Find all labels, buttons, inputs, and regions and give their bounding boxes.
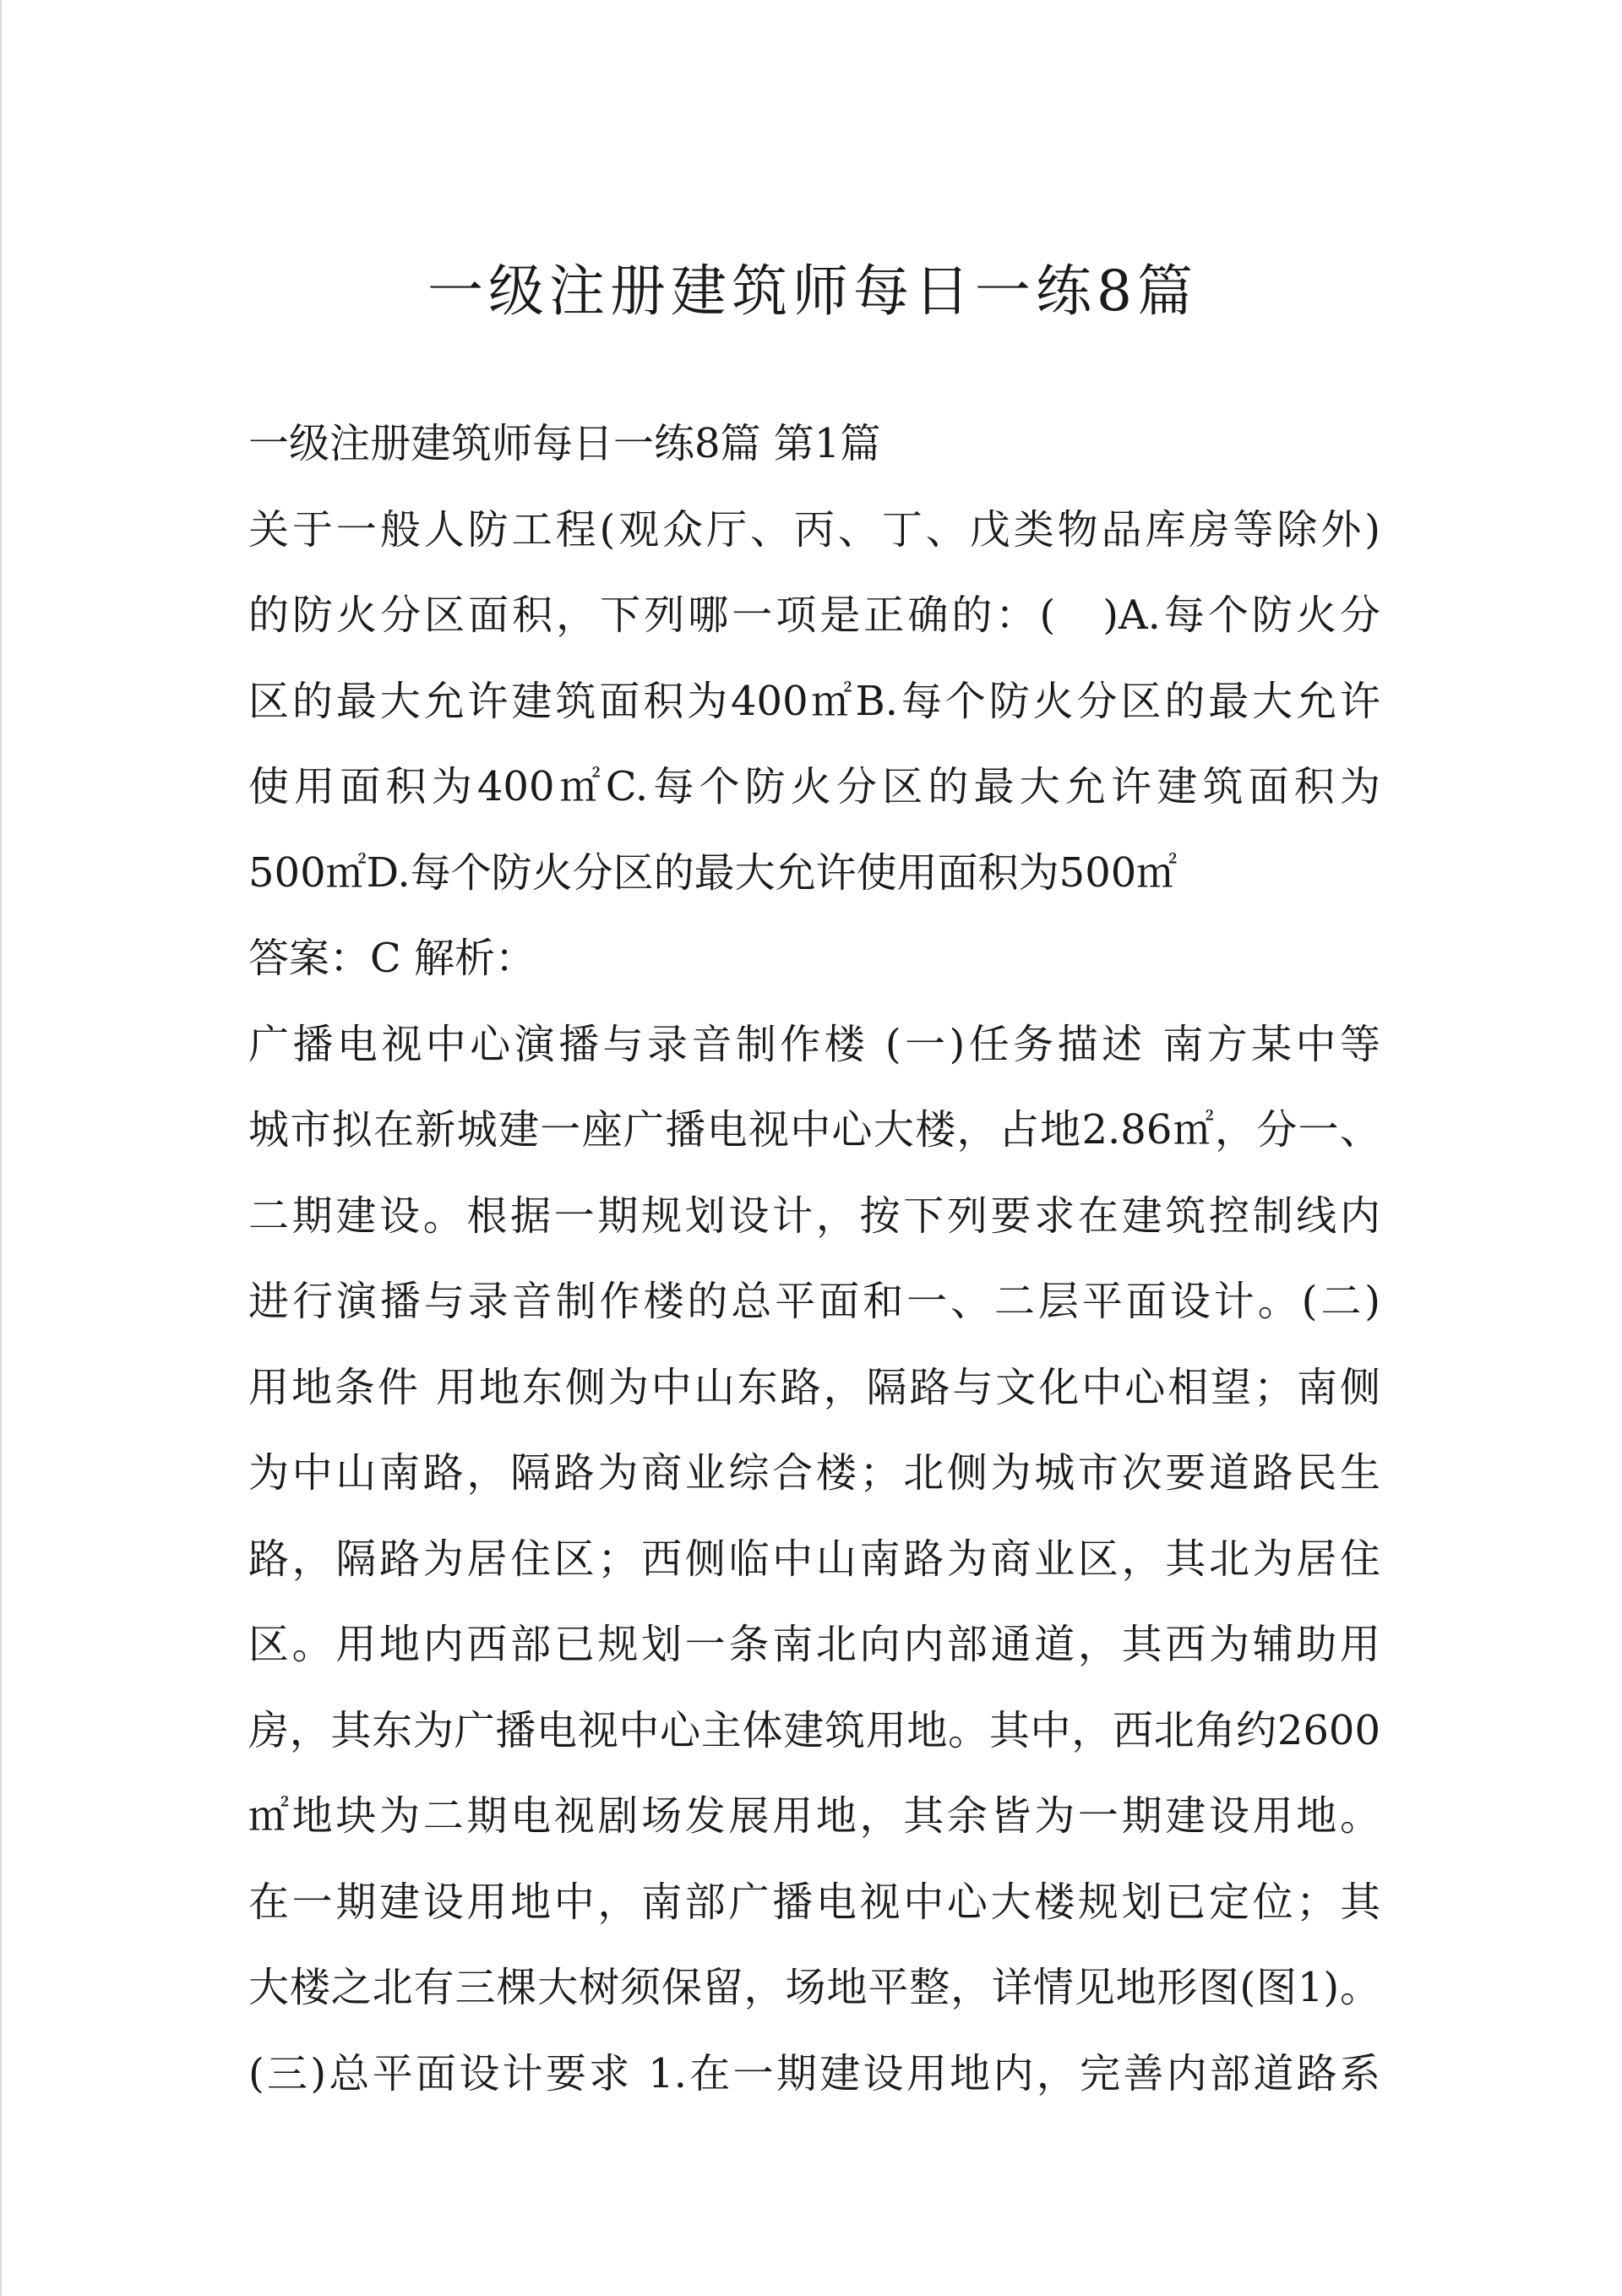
section-heading: 一级注册建筑师每日一练8篇 第1篇 (248, 420, 881, 467)
text-line: ㎡地块为二期电视剧场发展用地，其余皆为一期建设用地。 (248, 1792, 1380, 1840)
document-body (248, 401, 1380, 2117)
text-line: 房，其东为广播电视中心主体建筑用地。其中，西北角约2600 (248, 1706, 1380, 1754)
text-line: 二期建设。根据一期规划设计，按下列要求在建筑控制线内 (248, 1192, 1380, 1240)
text-line: 使用面积为400㎡C.每个防火分区的最大允许建筑面积为 (248, 763, 1380, 810)
text-line: 进行演播与录音制作楼的总平面和一、二层平面设计。(二) (248, 1278, 1380, 1325)
text-line: 区。用地内西部已规划一条南北向内部通道，其西为辅助用 (248, 1621, 1380, 1668)
text-line: (三)总平面设计要求 1.在一期建设用地内，完善内部道路系 (248, 2049, 1380, 2097)
text-line: 在一期建设用地中，南部广播电视中心大楼规划已定位；其 (248, 1878, 1380, 1926)
text-line: 用地条件 用地东侧为中山东路，隔路与文化中心相望；南侧 (248, 1363, 1380, 1411)
answer-line: 答案：C 解析： (248, 935, 536, 982)
text-line: 路，隔路为居住区；西侧临中山南路为商业区，其北为居住 (248, 1535, 1380, 1583)
text-line: 城市拟在新城建一座广播电视中心大楼，占地2.86㎡，分一、 (248, 1106, 1380, 1153)
text-line: 区的最大允许建筑面积为400㎡B.每个防火分区的最大允许 (248, 677, 1380, 725)
text-line: 为中山南路，隔路为商业综合楼；北侧为城市次要道路民生 (248, 1449, 1380, 1497)
text-line: 的防火分区面积，下列哪一项是正确的：( )A.每个防火分 (248, 592, 1380, 639)
text-line: 大楼之北有三棵大树须保留，场地平整，详情见地形图(图1)。 (248, 1964, 1380, 2011)
text-line: 关于一般人防工程(观众厅、丙、丁、戊类物品库房等除外) (248, 505, 1380, 554)
text-line: 广播电视中心演播与录音制作楼 (一)任务描述 南方某中等 (248, 1020, 1380, 1068)
text-line: 500㎡D.每个防火分区的最大允许使用面积为500㎡ (248, 848, 1178, 897)
document-title: 一级注册建筑师每日一练8篇 (427, 259, 1198, 324)
